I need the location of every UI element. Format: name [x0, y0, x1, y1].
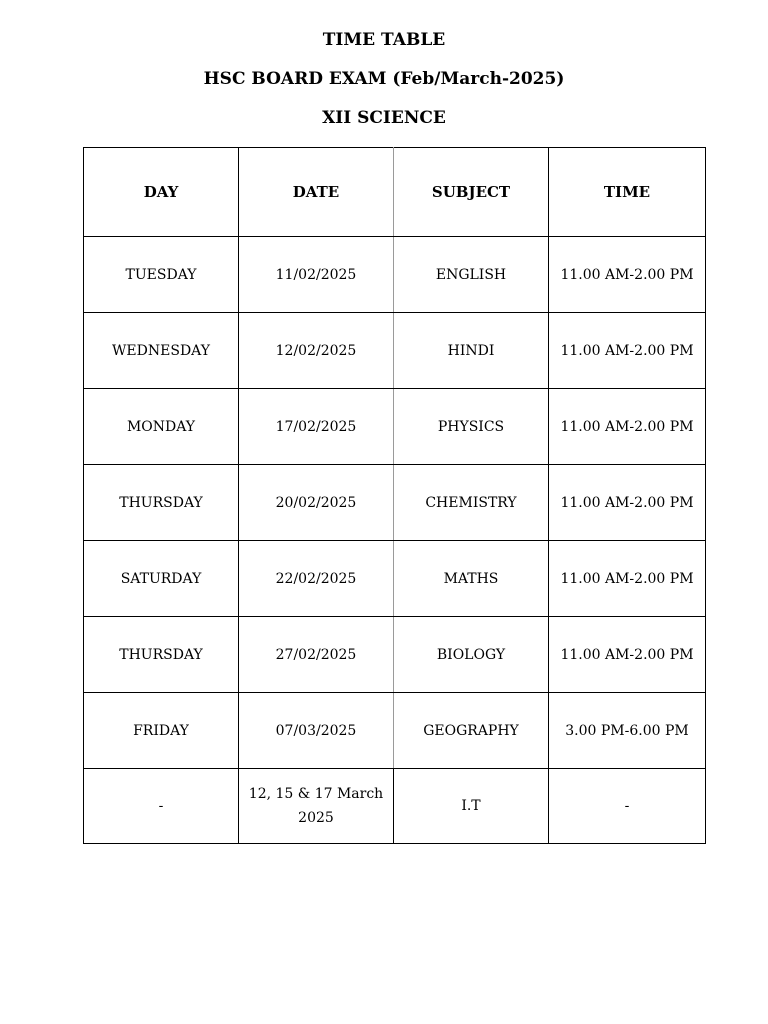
cell-time: 3.00 PM-6.00 PM [549, 693, 706, 769]
cell-date: 07/03/2025 [239, 693, 394, 769]
cell-day: SATURDAY [84, 541, 239, 617]
cell-date: 11/02/2025 [239, 237, 394, 313]
cell-date: 17/02/2025 [239, 389, 394, 465]
class-stream: XII SCIENCE [322, 108, 446, 128]
timetable [83, 147, 706, 844]
cell-day: FRIDAY [84, 693, 239, 769]
cell-subject: I.T [394, 769, 549, 844]
cell-date: 20/02/2025 [239, 465, 394, 541]
cell-time: 11.00 AM-2.00 PM [549, 237, 706, 313]
header-day: DAY [84, 148, 239, 237]
header-subject: SUBJECT [394, 148, 549, 237]
cell-time: 11.00 AM-2.00 PM [549, 465, 706, 541]
header-date: DATE [239, 148, 394, 237]
cell-time: 11.00 AM-2.00 PM [549, 313, 706, 389]
table-row [84, 389, 706, 465]
cell-day: TUESDAY [84, 237, 239, 313]
cell-time: 11.00 AM-2.00 PM [549, 541, 706, 617]
cell-date: 12/02/2025 [239, 313, 394, 389]
header-time: TIME [549, 148, 706, 237]
cell-subject: GEOGRAPHY [394, 693, 549, 769]
cell-time: 11.00 AM-2.00 PM [549, 389, 706, 465]
table-header-row [84, 148, 706, 237]
cell-subject: PHYSICS [394, 389, 549, 465]
table-row [84, 313, 706, 389]
cell-date: 27/02/2025 [239, 617, 394, 693]
cell-day: THURSDAY [84, 465, 239, 541]
table-row [84, 769, 706, 844]
cell-subject: CHEMISTRY [394, 465, 549, 541]
exam-name: HSC BOARD EXAM (Feb/March-2025) [203, 69, 565, 89]
table-row [84, 237, 706, 313]
cell-subject: BIOLOGY [394, 617, 549, 693]
cell-day: MONDAY [84, 389, 239, 465]
cell-subject: HINDI [394, 313, 549, 389]
table-row [84, 541, 706, 617]
cell-subject: MATHS [394, 541, 549, 617]
cell-day: WEDNESDAY [84, 313, 239, 389]
cell-day: THURSDAY [84, 617, 239, 693]
cell-date: 12, 15 & 17 March 2025 [239, 769, 394, 844]
table-row [84, 693, 706, 769]
table-row [84, 465, 706, 541]
cell-date: 22/02/2025 [239, 541, 394, 617]
table-row [84, 617, 706, 693]
cell-subject: ENGLISH [394, 237, 549, 313]
cell-time: - [549, 769, 706, 844]
cell-day: - [84, 769, 239, 844]
document-title: TIME TABLE [322, 30, 446, 50]
cell-time: 11.00 AM-2.00 PM [549, 617, 706, 693]
